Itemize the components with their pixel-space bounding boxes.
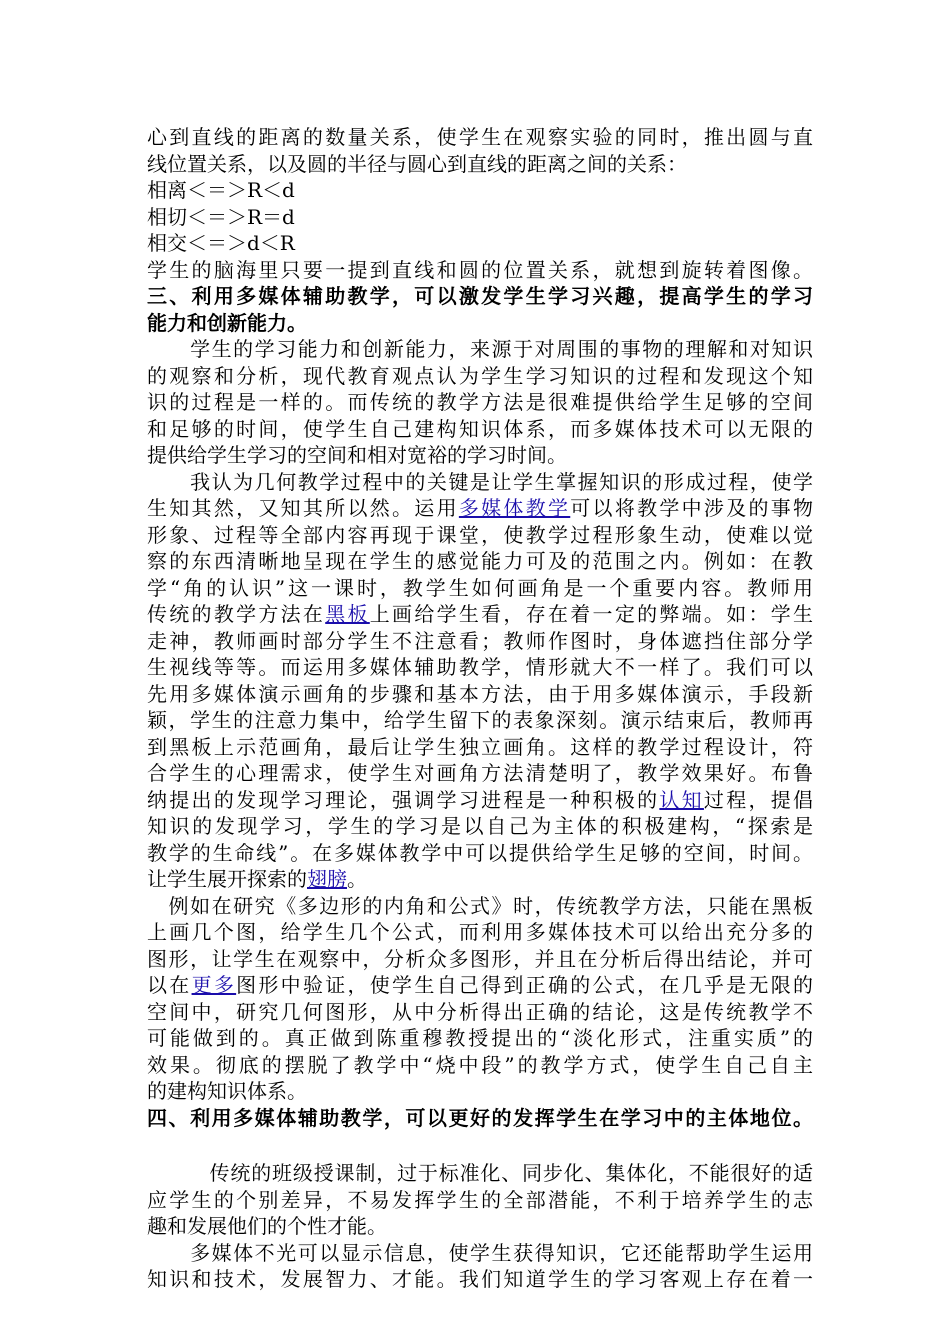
text-line: 空间中，研究几何图形，从中分析得出正确的结论，这是传统教学不 bbox=[147, 999, 813, 1024]
text-line: 识的过程是一样的。而传统的教学方法是很难提供给学生足够的空间 bbox=[147, 390, 813, 414]
text-line: 学生的学习能力和创新能力，来源于对周围的事物的理解和对知识 bbox=[147, 337, 813, 361]
text-line: 的观察和分析，现代教育观点认为学生学习知识的过程和发现这个知 bbox=[147, 363, 813, 388]
text-line: 学生的脑海里只要一提到直线和圆的位置关系，就想到旋转着图像。 bbox=[147, 257, 813, 282]
text-span: 以在 bbox=[147, 973, 192, 997]
text-line: 学“角的认识”这一课时，教学生如何画角是一个重要内容。教师用 bbox=[147, 575, 813, 600]
text-line: 形象、过程等全部内容再现于课堂，使教学过程形象生动，使难以觉 bbox=[147, 522, 813, 547]
text-span: 图形中验证，使学生自己得到正确的公式，在几乎是无限的 bbox=[236, 973, 814, 997]
text-line: 相交＜＝＞d＜R bbox=[147, 231, 295, 255]
text-line bbox=[147, 972, 813, 999]
text-span: 让学生展开探索的 bbox=[147, 867, 307, 891]
section-heading-line: 四、利用多媒体辅助教学，可以更好的发挥学生在学习中的主体地位。 bbox=[147, 1105, 813, 1130]
text-line: 例如在研究《多边形的内角和公式》时，传统教学方法，只能在黑板 bbox=[147, 893, 813, 918]
text-line: 教学的生命线”。在多媒体教学中可以提供给学生足够的空间，时间。 bbox=[147, 840, 813, 865]
text-line: 心到直线的距离的数量关系，使学生在观察实验的同时，推出圆与直 bbox=[147, 125, 813, 149]
text-line: 走神，教师画时部分学生不注意看；教师作图时，身体遮挡住部分学 bbox=[147, 628, 813, 653]
text-line bbox=[147, 601, 813, 628]
text-line: 先用多媒体演示画角的步骤和基本方法，由于用多媒体演示，手段新 bbox=[147, 681, 813, 706]
section-heading-line: 能力和创新能力。 bbox=[147, 310, 307, 335]
text-line: 和足够的时间，使学生自己建构知识体系，而多媒体技术可以无限的 bbox=[147, 416, 813, 441]
text-span: 传统的教学方法在 bbox=[147, 602, 326, 626]
text-line bbox=[147, 866, 813, 893]
text-span: 。 bbox=[347, 867, 367, 891]
text-span: 上画给学生看，存在着一定的弊端。如：学生 bbox=[369, 602, 814, 626]
section-heading-line: 三、利用多媒体辅助教学，可以激发学生学习兴趣，提高学生的学习 bbox=[147, 284, 813, 308]
text-line bbox=[147, 787, 813, 814]
text-span: 过程，提倡 bbox=[703, 787, 814, 812]
document-page bbox=[147, 124, 813, 1293]
text-line: 上画几个图，给学生几个公式，而利用多媒体技术可以给出充分多的 bbox=[147, 920, 813, 944]
text-line: 线位置关系，以及圆的半径与圆心到直线的距离之间的关系： bbox=[147, 151, 687, 176]
text-line bbox=[147, 495, 813, 522]
inline-link[interactable]: 翅膀 bbox=[307, 867, 347, 891]
text-line: 传统的班级授课制，过于标准化、同步化、集体化，不能很好的适 bbox=[147, 1161, 813, 1185]
text-line: 应学生的个别差异，不易发挥学生的全部潜能，不利于培养学生的志 bbox=[147, 1187, 813, 1212]
text-span: 可以将教学中涉及的事物 bbox=[570, 496, 814, 520]
text-line: 我认为几何教学过程中的关键是让学生掌握知识的形成过程，使学 bbox=[147, 469, 813, 494]
text-span: 纳提出的发现学习理论，强调学习进程是一种积极的 bbox=[147, 787, 660, 812]
text-line: 多媒体不光可以显示信息，使学生获得知识，它还能帮助学生运用 bbox=[147, 1240, 813, 1265]
text-line: 相切＜＝＞R＝d bbox=[147, 204, 295, 229]
text-span: 生知其然，又知其所以然。运用 bbox=[147, 496, 459, 520]
text-line: 察的东西清晰地呈现在学生的感觉能力可及的范围之内。例如：在教 bbox=[147, 549, 813, 573]
inline-link[interactable]: 多媒体教学 bbox=[458, 496, 571, 520]
text-line: 到黑板上示范画角，最后让学生独立画角。这样的教学过程设计，符 bbox=[147, 734, 813, 759]
text-line: 相离＜＝＞R＜d bbox=[147, 178, 295, 202]
text-line: 知识和技术，发展智力、才能。我们知道学生的学习客观上存在着一 bbox=[147, 1267, 813, 1291]
text-line: 提供给学生学习的空间和相对宽裕的学习时间。 bbox=[147, 443, 567, 467]
text-line: 生视线等等。而运用多媒体辅助教学，情形就大不一样了。我们可以 bbox=[147, 655, 813, 679]
text-line: 趣和发展他们的个性才能。 bbox=[147, 1214, 387, 1238]
text-line: 可能做到的。真正做到陈重穆教授提出的“淡化形式，注重实质”的 bbox=[147, 1026, 813, 1050]
inline-link[interactable]: 认知 bbox=[659, 787, 704, 812]
text-line: 合学生的心理需求，使学生对画角方法清楚明了，教学效果好。布鲁 bbox=[147, 761, 813, 785]
text-line: 的建构知识体系。 bbox=[147, 1079, 307, 1103]
text-line: 颖，学生的注意力集中，给学生留下的表象深刻。演示结束后，教师再 bbox=[147, 708, 813, 732]
inline-link[interactable]: 更多 bbox=[191, 973, 237, 997]
text-line: 效果。彻底的摆脱了教学中“烧中段”的教学方式，使学生自己自主 bbox=[147, 1052, 813, 1077]
paragraph-gap bbox=[147, 1131, 813, 1160]
text-line: 图形，让学生在观察中，分析众多图形，并且在分析后得出结论，并可 bbox=[147, 946, 813, 971]
inline-link[interactable]: 黑板 bbox=[325, 602, 370, 626]
text-line: 知识的发现学习，学生的学习是以自己为主体的积极建构，“探索是 bbox=[147, 814, 813, 838]
